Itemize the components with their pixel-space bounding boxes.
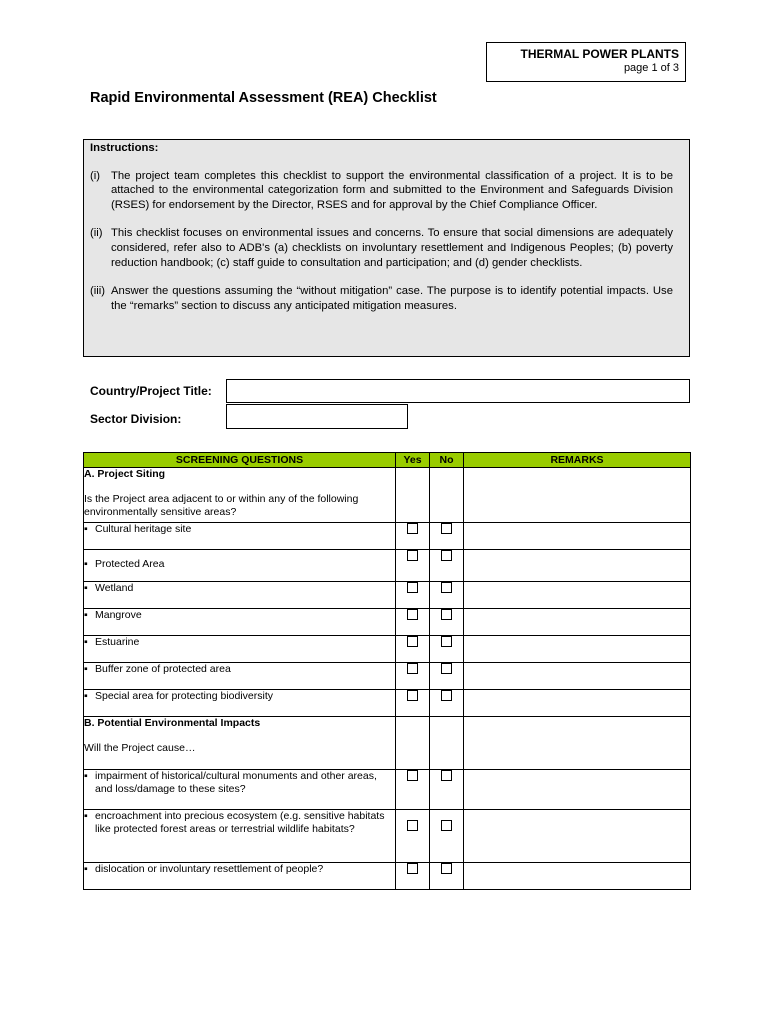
table-row	[84, 810, 691, 863]
instruction-number: (iii)	[90, 285, 106, 298]
instruction-item	[90, 169, 673, 213]
table-row	[84, 770, 691, 810]
bullet-icon: ▪	[84, 663, 88, 675]
table-row	[84, 582, 691, 609]
no-checkbox[interactable]	[441, 609, 452, 620]
remarks-cell[interactable]	[464, 770, 691, 810]
yes-header: Yes	[396, 453, 430, 468]
table-row	[84, 636, 691, 663]
remarks-cell[interactable]	[464, 636, 691, 663]
instruction-number: (ii)	[90, 227, 103, 240]
screening-questions-header: SCREENING QUESTIONS	[84, 453, 396, 468]
no-checkbox[interactable]	[441, 663, 452, 674]
instruction-item	[90, 226, 673, 270]
remarks-header: REMARKS	[464, 453, 691, 468]
no-checkbox[interactable]	[441, 770, 452, 781]
yes-checkbox[interactable]	[407, 863, 418, 874]
yes-checkbox[interactable]	[407, 690, 418, 701]
no-checkbox[interactable]	[441, 582, 452, 593]
question-text: dislocation or involuntary resettlement of people?	[95, 863, 324, 875]
section-b-title: B. Potential Environmental Impacts	[84, 717, 261, 729]
yes-checkbox[interactable]	[407, 550, 418, 561]
question-text: Protected Area	[95, 558, 165, 570]
country-project-title-label: Country/Project Title:	[90, 384, 212, 398]
section-b-row	[84, 717, 691, 770]
table-row	[84, 550, 691, 582]
table-header-row	[84, 453, 691, 468]
question-text: impairment of historical/cultural monuments and other areas, and loss/damage to these sites?	[95, 770, 377, 795]
question-text: Mangrove	[95, 609, 142, 621]
bullet-icon: ▪	[84, 558, 88, 570]
section-a-cell	[84, 468, 396, 523]
table-row	[84, 523, 691, 550]
no-checkbox[interactable]	[441, 550, 452, 561]
question-text: Wetland	[95, 582, 134, 594]
section-a-title: A. Project Siting	[84, 468, 166, 480]
no-checkbox[interactable]	[441, 863, 452, 874]
question-text: Cultural heritage site	[95, 523, 192, 535]
document-header-box	[486, 42, 686, 82]
no-checkbox[interactable]	[441, 636, 452, 647]
document-category: THERMAL POWER PLANTS	[520, 47, 679, 61]
table-row	[84, 609, 691, 636]
yes-checkbox[interactable]	[407, 609, 418, 620]
section-a-intro: Is the Project area adjacent to or within any of the following environmentally sensitive areas?	[84, 493, 359, 518]
remarks-cell[interactable]	[464, 663, 691, 690]
no-header: No	[430, 453, 464, 468]
instruction-text: This checklist focuses on environmental issues and concerns. To ensure that social dimensions are adequately considered, refer also to ADB's (a) checklists on involuntary resettlement and Indigenous Peoples; (b) poverty reduction handbook; (c) staff guide to consultation and participation; and (d) gender checklists.	[111, 227, 673, 269]
bullet-icon: ▪	[84, 690, 88, 702]
bullet-icon: ▪	[84, 609, 88, 621]
question-text: Estuarine	[95, 636, 140, 648]
remarks-cell[interactable]	[464, 582, 691, 609]
no-checkbox[interactable]	[441, 820, 452, 831]
question-text: Buffer zone of protected area	[95, 663, 231, 675]
instructions-panel	[83, 139, 690, 357]
section-b-cell	[84, 717, 396, 770]
bullet-icon: ▪	[84, 770, 88, 782]
sector-division-label: Sector Division:	[90, 412, 182, 426]
table-row	[84, 690, 691, 717]
table-row	[84, 863, 691, 890]
section-a-row	[84, 468, 691, 523]
document-title: Rapid Environmental Assessment (REA) Checklist	[90, 90, 437, 106]
question-text: encroachment into precious ecosystem (e.g. sensitive habitats like protected forest areas or terrestrial wildlife habitats?	[95, 810, 385, 835]
bullet-icon: ▪	[84, 523, 88, 535]
yes-checkbox[interactable]	[407, 636, 418, 647]
yes-checkbox[interactable]	[407, 663, 418, 674]
instruction-text: The project team completes this checklist to support the environmental classification of a project. It is to be attached to the environmental categorization form and submitted to the Environment and Safeguards Division (RSES) for endorsement by the Director, RSES and for approval by the Chief Compliance Officer.	[111, 169, 673, 211]
remarks-cell[interactable]	[464, 523, 691, 550]
country-project-title-field[interactable]	[226, 379, 690, 403]
no-checkbox[interactable]	[441, 523, 452, 534]
remarks-cell[interactable]	[464, 810, 691, 863]
instructions-heading: Instructions:	[90, 142, 159, 154]
sector-division-field[interactable]	[226, 404, 408, 429]
page-indicator: page 1 of 3	[623, 62, 679, 74]
table-row	[84, 663, 691, 690]
bullet-icon: ▪	[84, 636, 88, 648]
remarks-cell[interactable]	[464, 609, 691, 636]
bullet-icon: ▪	[84, 810, 88, 822]
yes-checkbox[interactable]	[407, 820, 418, 831]
yes-checkbox[interactable]	[407, 770, 418, 781]
screening-table	[83, 452, 691, 890]
no-checkbox[interactable]	[441, 690, 452, 701]
remarks-cell[interactable]	[464, 863, 691, 890]
bullet-icon: ▪	[84, 582, 88, 594]
yes-checkbox[interactable]	[407, 523, 418, 534]
instruction-text: Answer the questions assuming the “without mitigation” case. The purpose is to identify potential impacts. Use the “remarks” section to discuss any anticipated mitigation measures.	[111, 285, 673, 312]
bullet-icon: ▪	[84, 863, 88, 875]
question-text: Special area for protecting biodiversity	[95, 690, 274, 702]
instruction-item	[90, 284, 673, 313]
remarks-cell[interactable]	[464, 690, 691, 717]
remarks-cell[interactable]	[464, 550, 691, 582]
instruction-number: (i)	[90, 169, 101, 182]
yes-checkbox[interactable]	[407, 582, 418, 593]
section-b-intro: Will the Project cause…	[84, 742, 196, 754]
